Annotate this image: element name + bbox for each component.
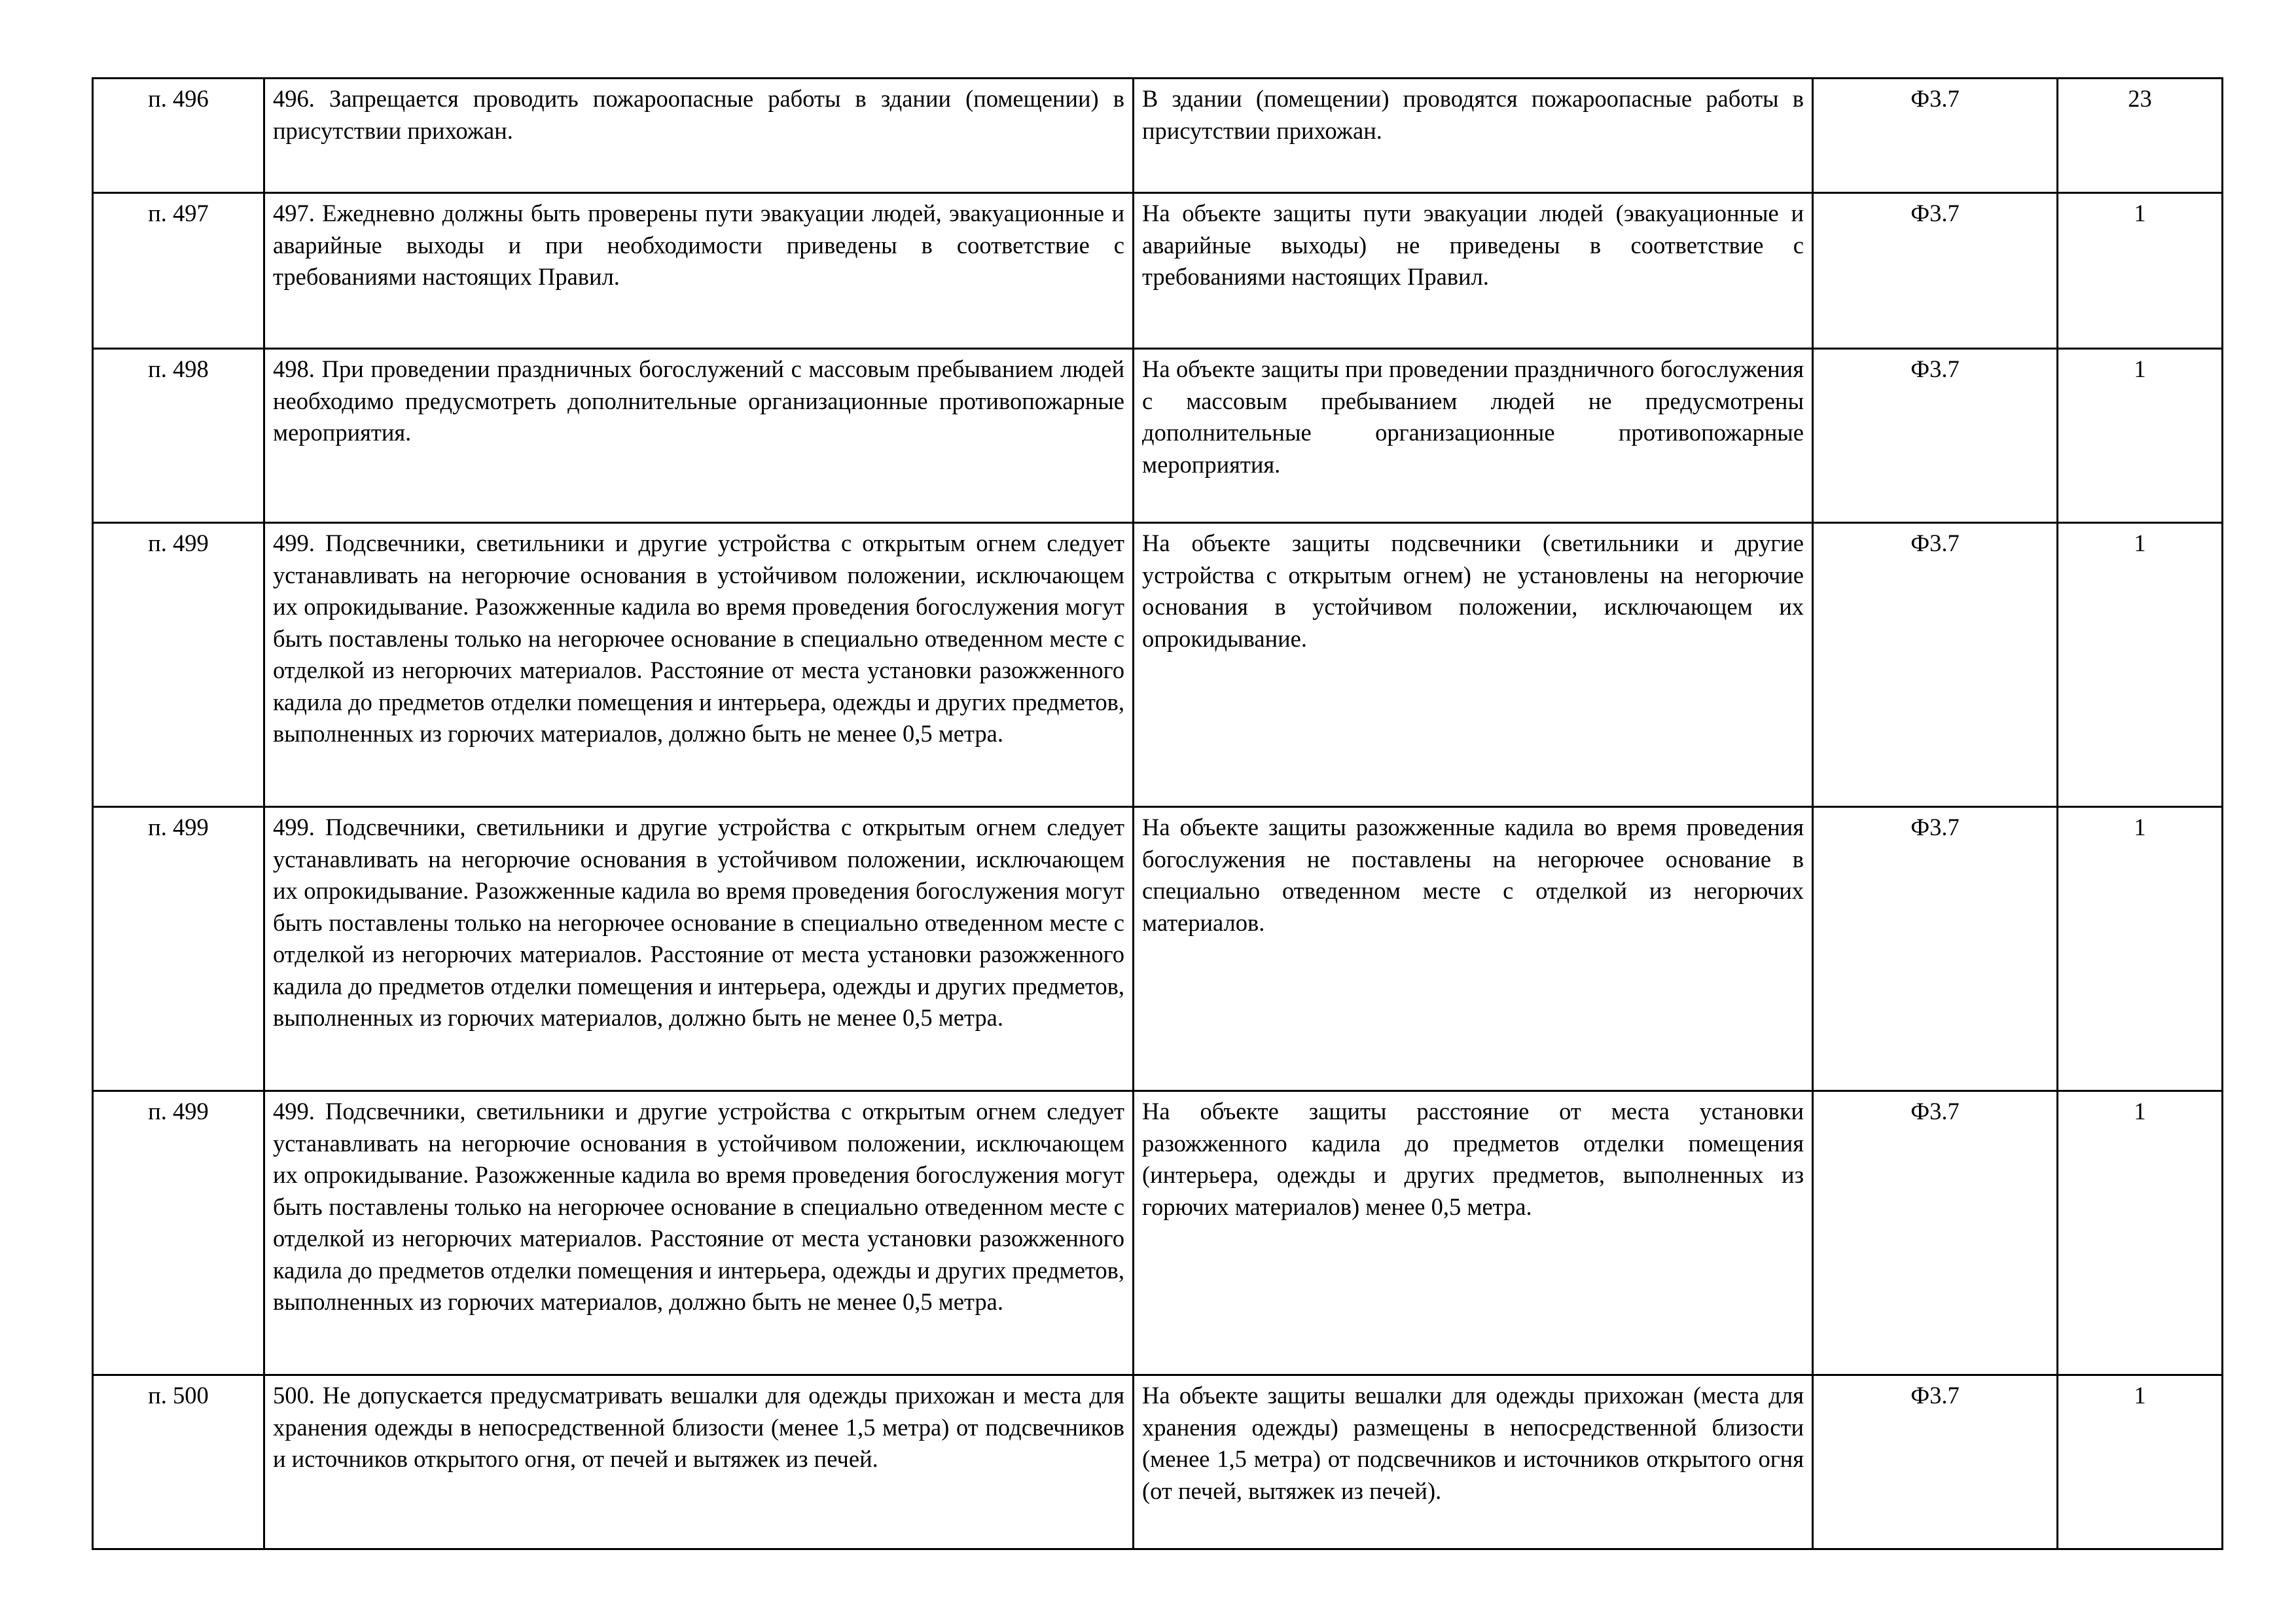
table-row <box>93 349 2223 523</box>
paragraph-ref-cell <box>93 523 264 807</box>
count-cell <box>2058 193 2223 349</box>
table-row <box>93 807 2223 1091</box>
table-row <box>93 1375 2223 1549</box>
requirements-table <box>92 77 2223 1550</box>
code-cell <box>1813 349 2058 523</box>
violation-cell <box>1134 193 1813 349</box>
code-cell <box>1813 1091 2058 1375</box>
count-value: 1 <box>2134 200 2146 226</box>
paragraph-ref: п. 500 <box>148 1382 209 1409</box>
violation-text: На объекте защиты подсвечники (светильники и другие устройства с открытым огнем) не установлены на негорючие основания в устойчивом положении, исключающем их опрокидывание. <box>1142 530 1804 652</box>
paragraph-ref: п. 499 <box>148 1098 209 1125</box>
table-row <box>93 523 2223 807</box>
count-cell <box>2058 349 2223 523</box>
violation-cell <box>1134 523 1813 807</box>
violation-cell <box>1134 1375 1813 1549</box>
paragraph-ref-cell <box>93 807 264 1091</box>
classification-code: Ф3.7 <box>1910 1382 1960 1409</box>
classification-code: Ф3.7 <box>1910 355 1960 382</box>
code-cell <box>1813 79 2058 193</box>
paragraph-ref-cell <box>93 1091 264 1375</box>
paragraph-ref: п. 496 <box>148 85 209 112</box>
code-cell <box>1813 1375 2058 1549</box>
count-cell <box>2058 523 2223 807</box>
violation-text: На объекте защиты разожженные кадила во время проведения богослужения не поставлены на негорючее основание в специально отведенном месте с отделкой из негорючих материалов. <box>1142 814 1804 936</box>
requirement-cell <box>264 79 1134 193</box>
paragraph-ref-cell <box>93 79 264 193</box>
paragraph-ref-cell <box>93 1375 264 1549</box>
violation-text: На объекте защиты расстояние от места установки разожженного кадила до предметов отделки помещения (интерьера, одежды и других предметов, выполненных из горючих материалов) менее 0,5 метра. <box>1142 1098 1804 1220</box>
requirement-text: 496. Запрещается проводить пожароопасные работы в здании (помещении) в присутствии прихожан. <box>273 85 1124 144</box>
count-value: 1 <box>2134 530 2146 556</box>
table-row <box>93 193 2223 349</box>
violation-text: В здании (помещении) проводятся пожароопасные работы в присутствии прихожан. <box>1142 85 1804 144</box>
count-value: 1 <box>2134 355 2146 382</box>
paragraph-ref: п. 499 <box>148 530 209 556</box>
paragraph-ref: п. 499 <box>148 814 209 840</box>
paragraph-ref: п. 498 <box>148 355 209 382</box>
classification-code: Ф3.7 <box>1910 1098 1960 1125</box>
count-cell <box>2058 1375 2223 1549</box>
paragraph-ref-cell <box>93 193 264 349</box>
violation-cell <box>1134 1091 1813 1375</box>
classification-code: Ф3.7 <box>1910 85 1960 112</box>
table-row <box>93 79 2223 193</box>
violation-cell <box>1134 79 1813 193</box>
classification-code: Ф3.7 <box>1910 814 1960 840</box>
requirement-text: 499. Подсвечники, светильники и другие устройства с открытым огнем следует устанавливать на негорючие основания в устойчивом положении, исключающем их опрокидывание. Разожженные кадила во время проведения богослужения могут быть поставлены только на негорючее основание в специально отведенном месте с отделкой из негорючих материалов. Расстояние от места установки разожженного кадила до предметов отделки помещения и интерьера, одежды и других предметов, выполненных из горючих материалов, должно быть не менее 0,5 метра. <box>273 814 1124 1031</box>
violation-cell <box>1134 807 1813 1091</box>
code-cell <box>1813 523 2058 807</box>
requirement-cell <box>264 1375 1134 1549</box>
requirement-cell <box>264 807 1134 1091</box>
requirement-cell <box>264 523 1134 807</box>
violation-cell <box>1134 349 1813 523</box>
classification-code: Ф3.7 <box>1910 200 1960 226</box>
code-cell <box>1813 193 2058 349</box>
count-value: 23 <box>2128 85 2152 112</box>
count-value: 1 <box>2134 1098 2146 1125</box>
count-value: 1 <box>2134 1382 2146 1409</box>
paragraph-ref: п. 497 <box>148 200 209 226</box>
paragraph-ref-cell <box>93 349 264 523</box>
requirement-text: 499. Подсвечники, светильники и другие устройства с открытым огнем следует устанавливать на негорючие основания в устойчивом положении, исключающем их опрокидывание. Разожженные кадила во время проведения богослужения могут быть поставлены только на негорючее основание в специально отведенном месте с отделкой из негорючих материалов. Расстояние от места установки разожженного кадила до предметов отделки помещения и интерьера, одежды и других предметов, выполненных из горючих материалов, должно быть не менее 0,5 метра. <box>273 530 1124 747</box>
count-value: 1 <box>2134 814 2146 840</box>
requirement-cell <box>264 193 1134 349</box>
requirement-text: 498. При проведении праздничных богослужений с массовым пребыванием людей необходимо предусмотреть дополнительные организационные противопожарные мероприятия. <box>273 355 1124 446</box>
table-row <box>93 1091 2223 1375</box>
requirement-text: 499. Подсвечники, светильники и другие устройства с открытым огнем следует устанавливать на негорючие основания в устойчивом положении, исключающем их опрокидывание. Разожженные кадила во время проведения богослужения могут быть поставлены только на негорючее основание в специально отведенном месте с отделкой из негорючих материалов. Расстояние от места установки разожженного кадила до предметов отделки помещения и интерьера, одежды и других предметов, выполненных из горючих материалов, должно быть не менее 0,5 метра. <box>273 1098 1124 1315</box>
requirement-cell <box>264 1091 1134 1375</box>
requirement-text: 500. Не допускается предусматривать вешалки для одежды прихожан и места для хранения одежды в непосредственной близости (менее 1,5 метра) от подсвечников и источников открытого огня, от печей и вытяжек из печей. <box>273 1382 1124 1472</box>
count-cell <box>2058 79 2223 193</box>
code-cell <box>1813 807 2058 1091</box>
requirement-cell <box>264 349 1134 523</box>
requirement-text: 497. Ежедневно должны быть проверены пути эвакуации людей, эвакуационные и аварийные выходы и при необходимости приведены в соответствие с требованиями настоящих Правил. <box>273 200 1124 290</box>
violation-text: На объекте защиты пути эвакуации людей (эвакуационные и аварийные выходы) не приведены в соответствие с требованиями настоящих Правил. <box>1142 200 1804 290</box>
classification-code: Ф3.7 <box>1910 530 1960 556</box>
count-cell <box>2058 807 2223 1091</box>
violation-text: На объекте защиты при проведении праздничного богослужения с массовым пребыванием людей не предусмотрены дополнительные организационные противопожарные мероприятия. <box>1142 355 1804 478</box>
violation-text: На объекте защиты вешалки для одежды прихожан (места для хранения одежды) размещены в непосредственной близости (менее 1,5 метра) от подсвечников и источников открытого огня (от печей, вытяжек из печей). <box>1142 1382 1804 1504</box>
count-cell <box>2058 1091 2223 1375</box>
